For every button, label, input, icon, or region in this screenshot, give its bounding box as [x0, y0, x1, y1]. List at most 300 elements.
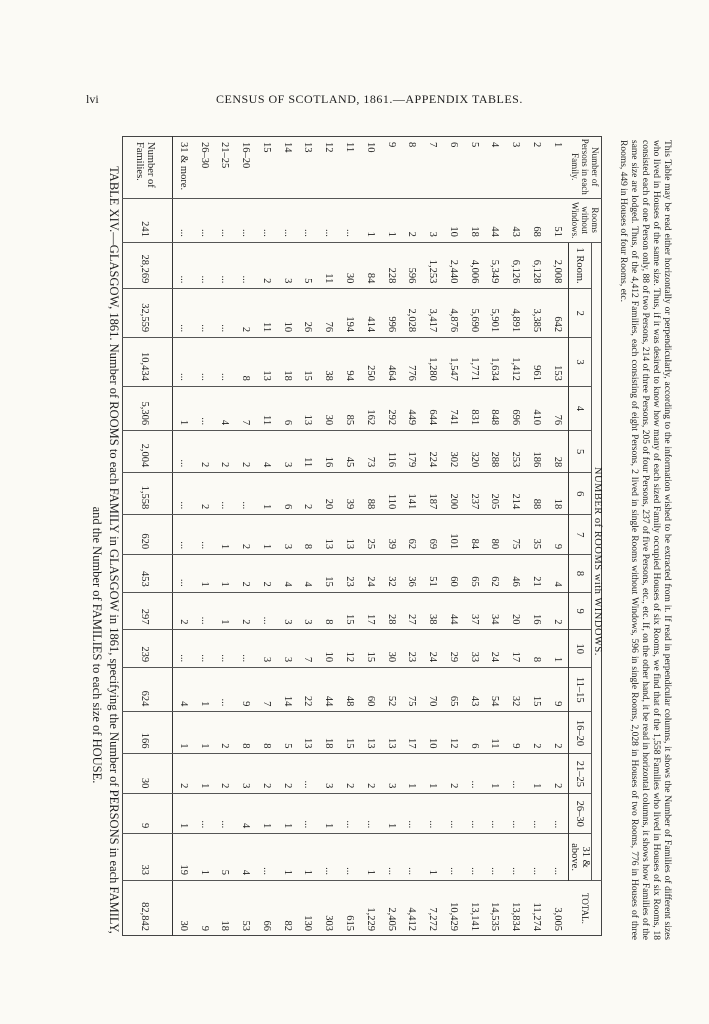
table-cell: ... — [443, 834, 464, 881]
table-cell: 2 — [235, 555, 256, 593]
table-cell: ... — [172, 555, 194, 593]
table-cell: 3 — [318, 754, 339, 794]
table-row — [526, 136, 547, 936]
table-cell: 239 — [122, 630, 172, 668]
cell-total: 615 — [344, 915, 356, 931]
table-cell: 30 — [318, 386, 339, 430]
table-cell: 4 — [215, 386, 236, 430]
table-cell: 4 — [298, 555, 319, 593]
table-row — [339, 136, 360, 936]
table-cell: 6 — [277, 386, 298, 430]
table-cell: 2 — [339, 754, 360, 794]
table-cell: 17 — [505, 630, 526, 668]
table-cell: 253 — [505, 431, 526, 473]
table-cell: 69 — [422, 515, 443, 555]
col-head-total: TOTAL. — [580, 893, 591, 924]
table-cell: 1 — [172, 386, 194, 430]
table-cell: 1 — [215, 555, 236, 593]
table-cell: 8 — [318, 592, 339, 630]
table-cell: 35 — [526, 515, 547, 555]
row-label: 3 — [505, 136, 526, 198]
col-head-rooms: 1 Room. — [569, 242, 592, 289]
table-cell: 2 — [215, 754, 236, 794]
table-cell: 14 — [277, 668, 298, 712]
row-label: 15 — [256, 136, 277, 198]
table-cell: 13 — [256, 338, 277, 387]
table-cell: 141 — [401, 473, 422, 515]
table-cell: 1 — [256, 473, 277, 515]
table-cell: 288 — [485, 431, 506, 473]
table-cell: 4 — [172, 668, 194, 712]
table-row — [485, 136, 506, 936]
table-row — [443, 136, 464, 936]
table-cell: ... — [194, 592, 215, 630]
table-cell: 13 — [339, 515, 360, 555]
table-cell: 26 — [298, 289, 319, 338]
table-cell: 2 — [547, 712, 569, 754]
table-cell: 1 — [194, 834, 215, 881]
table-cell: 624 — [122, 668, 172, 712]
table-body — [122, 136, 569, 936]
table-cell: 9 — [505, 712, 526, 754]
table-row — [256, 136, 277, 936]
table-cell: 696 — [505, 386, 526, 430]
table-cell: 1,771 — [464, 338, 485, 387]
cell-total: 30 — [177, 920, 189, 931]
table-cell: 12 — [339, 630, 360, 668]
title-line-2: and the Number of FAMILIES to each size of HOUSE. — [90, 506, 104, 784]
table-cell: 776 — [401, 338, 422, 387]
cell-no-windows: 10 — [443, 198, 464, 242]
table-cell: ... — [298, 794, 319, 834]
table-cell: 3 — [277, 630, 298, 668]
row-label: 2 — [526, 136, 547, 198]
table-cell: 94 — [339, 338, 360, 387]
table-cell: ... — [194, 515, 215, 555]
table-cell: 1 — [526, 754, 547, 794]
row-label: 12 — [318, 136, 339, 198]
table-cell: 2 — [235, 592, 256, 630]
row-label: 1 — [547, 136, 569, 198]
rotated-table-page — [77, 110, 672, 990]
table-cell: 75 — [401, 668, 422, 712]
table-cell: 5 — [298, 242, 319, 289]
table-cell: 13 — [298, 386, 319, 430]
table-cell: 4 — [547, 555, 569, 593]
col-head-rooms: 3 — [569, 338, 592, 387]
cell-total: 66 — [260, 920, 272, 931]
cell-no-windows: 51 — [547, 198, 569, 242]
table-cell: ... — [339, 794, 360, 834]
row-label: 9 — [381, 136, 402, 198]
table-row — [235, 136, 256, 936]
table-cell: 644 — [422, 386, 443, 430]
cell-no-windows: ... — [172, 198, 194, 242]
table-cell: ... — [401, 834, 422, 881]
table-cell: 11 — [256, 289, 277, 338]
table-cell: 961 — [526, 338, 547, 387]
table-cell: ... — [464, 834, 485, 881]
cell-total: 303 — [323, 915, 335, 931]
table-cell: 194 — [339, 289, 360, 338]
page-header — [86, 92, 646, 110]
table-cell: 3 — [298, 592, 319, 630]
table-cell: 1 — [485, 754, 506, 794]
cell-no-windows: 2 — [401, 198, 422, 242]
table-cell: 162 — [360, 386, 381, 430]
table-cell: 20 — [318, 473, 339, 515]
table-cell: 996 — [381, 289, 402, 338]
table-cell: ... — [194, 386, 215, 430]
table-cell: 36 — [401, 555, 422, 593]
table-cell: ... — [172, 289, 194, 338]
cell-total: 82,842 — [122, 880, 172, 936]
cell-no-windows: 68 — [526, 198, 547, 242]
col-head-rooms: 10 — [569, 630, 592, 668]
table-cell: 110 — [381, 473, 402, 515]
table-cell: 297 — [122, 592, 172, 630]
table-cell: 51 — [422, 555, 443, 593]
table-cell: ... — [172, 242, 194, 289]
table-cell: 16 — [526, 592, 547, 630]
cell-total: 13,834 — [510, 902, 522, 931]
table-cell: 642 — [547, 289, 569, 338]
table-cell: ... — [194, 794, 215, 834]
table-cell: 831 — [464, 386, 485, 430]
table-cell: 3 — [235, 754, 256, 794]
table-cell: ... — [526, 794, 547, 834]
table-cell: 2 — [256, 555, 277, 593]
table-cell: 30 — [381, 630, 402, 668]
table-cell: 24 — [485, 630, 506, 668]
table-cell: 60 — [443, 555, 464, 593]
table-cell: 23 — [339, 555, 360, 593]
table-row — [277, 136, 298, 936]
table-cell: 28 — [547, 431, 569, 473]
table-cell: 464 — [381, 338, 402, 387]
table-cell: 15 — [526, 668, 547, 712]
table-cell: 200 — [443, 473, 464, 515]
table-cell: 292 — [381, 386, 402, 430]
cell-no-windows: 241 — [122, 198, 172, 242]
table-cell: 11 — [485, 712, 506, 754]
table-cell: 1 — [256, 515, 277, 555]
table-cell: ... — [422, 794, 443, 834]
table-cell: 10 — [318, 630, 339, 668]
cell-no-windows: 1 — [381, 198, 402, 242]
table-cell: 2 — [215, 712, 236, 754]
table-cell: 4,876 — [443, 289, 464, 338]
table-cell: 414 — [360, 289, 381, 338]
cell-total: 53 — [240, 920, 252, 931]
table-cell: 85 — [339, 386, 360, 430]
col-head-rooms: 2 — [569, 289, 592, 338]
cell-no-windows: 18 — [464, 198, 485, 242]
table-cell: 33 — [464, 630, 485, 668]
table-cell: ... — [339, 834, 360, 881]
table-cell: 214 — [505, 473, 526, 515]
table-cell: ... — [215, 630, 236, 668]
row-label: 4 — [485, 136, 506, 198]
table-cell: 84 — [464, 515, 485, 555]
table-row — [505, 136, 526, 936]
table-cell: 30 — [339, 242, 360, 289]
cell-no-windows: ... — [318, 198, 339, 242]
table-cell: 15 — [339, 592, 360, 630]
table-cell: 2 — [547, 592, 569, 630]
table-cell: 76 — [318, 289, 339, 338]
table-cell: 2 — [298, 473, 319, 515]
table-cell: ... — [215, 289, 236, 338]
table-cell: 5,690 — [464, 289, 485, 338]
table-cell: 7 — [256, 668, 277, 712]
table-cell: 741 — [443, 386, 464, 430]
table-cell: 15 — [318, 555, 339, 593]
table-cell: 24 — [360, 555, 381, 593]
table-cell: 2 — [172, 592, 194, 630]
table-cell: 43 — [464, 668, 485, 712]
table-cell: ... — [215, 338, 236, 387]
table-cell: ... — [381, 834, 402, 881]
table-cell: ... — [547, 834, 569, 881]
row-label: 11 — [339, 136, 360, 198]
table-row — [172, 136, 194, 936]
table-cell: 60 — [360, 668, 381, 712]
table-cell: 18 — [277, 338, 298, 387]
table-cell: 7 — [298, 630, 319, 668]
table-cell: ... — [215, 473, 236, 515]
table-cell: 38 — [422, 592, 443, 630]
row-label: 6 — [443, 136, 464, 198]
table-cell: ... — [256, 592, 277, 630]
table-cell: 73 — [360, 431, 381, 473]
table-cell: 2 — [256, 242, 277, 289]
table-cell: ... — [235, 473, 256, 515]
table-row — [547, 136, 569, 936]
table-cell: 18 — [318, 712, 339, 754]
table-cell: 12 — [443, 712, 464, 754]
explanatory-note: This Table may be read either horizontally or perpendicularly, according to the information wished to be extracted from it. If read in perpendicular columns, it shows the Number of Families of different sizes who lived in Houses of the same size. Thus, if it was desired to know how many of each sized Family occupied Houses of six Rooms, we find that of the 1,558 Families who lived in Houses of six Rooms, 18 consisted each of one Person only, 88 of two Persons, 214 of three Persons, 205 of four Persons, 237 of five Persons, etc., etc. If, on the other hand, it be read in horizontal columns, it shows how Families of the same size are lodged. Thus, of the 4,412 Families, each consisting of eight Persons, 2 lived in single Rooms without Windows, 596 in single Rooms, 2,028 in Houses of two Rooms, 776 in Houses of three Rooms, 449 in Houses of four Rooms, etc. — [618, 140, 672, 940]
table-cell: 34 — [485, 592, 506, 630]
table-cell: 4 — [277, 555, 298, 593]
table-cell: 22 — [298, 668, 319, 712]
table-cell: 46 — [505, 555, 526, 593]
cell-total: 82 — [281, 920, 293, 931]
table-row — [360, 136, 381, 936]
table-cell: 44 — [318, 668, 339, 712]
table-cell: 1 — [547, 630, 569, 668]
table-cell: 6,126 — [505, 242, 526, 289]
row-label: 31 & more. — [172, 136, 194, 198]
table-cell: 3 — [277, 431, 298, 473]
table-cell: 2 — [547, 754, 569, 794]
table-cell: 30 — [122, 754, 172, 794]
running-head: CENSUS OF SCOTLAND, 1861.—APPENDIX TABLES. — [216, 92, 523, 106]
table-cell: ... — [505, 754, 526, 794]
table-cell: ... — [464, 794, 485, 834]
table-cell: 1 — [422, 754, 443, 794]
table-cell: 5,349 — [485, 242, 506, 289]
table-cell: 116 — [381, 431, 402, 473]
table-cell: 52 — [381, 668, 402, 712]
table-title — [88, 110, 122, 990]
table-cell: 179 — [401, 431, 422, 473]
table-cell: ... — [360, 794, 381, 834]
table-cell: 88 — [526, 473, 547, 515]
table-cell: 65 — [464, 555, 485, 593]
table-cell: 1,253 — [422, 242, 443, 289]
table-cell: 186 — [526, 431, 547, 473]
table-cell: 1 — [194, 712, 215, 754]
cell-no-windows: ... — [235, 198, 256, 242]
cell-no-windows: 43 — [505, 198, 526, 242]
row-label: 10 — [360, 136, 381, 198]
table-cell: 6 — [464, 712, 485, 754]
table-cell: 1 — [215, 592, 236, 630]
table-cell: 2,004 — [122, 431, 172, 473]
col-head-rooms: 21–25 — [569, 754, 592, 794]
table-cell: 320 — [464, 431, 485, 473]
table-cell: ... — [256, 834, 277, 881]
table-cell: 2,028 — [401, 289, 422, 338]
table-cell: 1 — [277, 834, 298, 881]
table-cell: 620 — [122, 515, 172, 555]
table-cell: ... — [235, 242, 256, 289]
cell-total: 4,412 — [406, 907, 418, 931]
row-label: 5 — [464, 136, 485, 198]
table-cell: ... — [443, 794, 464, 834]
table-cell: 19 — [172, 834, 194, 881]
table-cell: 1 — [401, 754, 422, 794]
table-cell: 24 — [422, 630, 443, 668]
cell-no-windows: ... — [215, 198, 236, 242]
table-cell: 27 — [401, 592, 422, 630]
table-cell: 153 — [547, 338, 569, 387]
table-cell: 2 — [235, 515, 256, 555]
table-cell: 15 — [339, 712, 360, 754]
cell-no-windows: 1 — [360, 198, 381, 242]
table-cell: 2 — [215, 431, 236, 473]
table-cell: ... — [172, 338, 194, 387]
table-cell: 1 — [381, 794, 402, 834]
table-cell: 2 — [194, 431, 215, 473]
table-cell: 15 — [360, 630, 381, 668]
table-cell: 1 — [318, 794, 339, 834]
table-cell: 101 — [443, 515, 464, 555]
cell-no-windows: ... — [298, 198, 319, 242]
table-cell: ... — [505, 794, 526, 834]
table-cell: 4 — [235, 834, 256, 881]
table-cell: 13 — [360, 712, 381, 754]
table-cell: 8 — [235, 712, 256, 754]
table-cell: 54 — [485, 668, 506, 712]
table-cell: ... — [172, 473, 194, 515]
col-head-rooms: 8 — [569, 555, 592, 593]
table-cell: 9 — [547, 515, 569, 555]
table-cell: 3 — [256, 630, 277, 668]
table-row — [318, 136, 339, 936]
table-cell: 29 — [443, 630, 464, 668]
table-cell: 596 — [401, 242, 422, 289]
table-cell: 1 — [172, 712, 194, 754]
table-cell: 224 — [422, 431, 443, 473]
cell-no-windows: ... — [194, 198, 215, 242]
cell-total: 18 — [219, 920, 231, 931]
col-head-rooms: 7 — [569, 515, 592, 555]
table-cell: 3 — [277, 515, 298, 555]
table-cell: 302 — [443, 431, 464, 473]
table-cell: 4,006 — [464, 242, 485, 289]
col-head-rooms: 5 — [569, 431, 592, 473]
table-cell: 13 — [381, 712, 402, 754]
table-cell: ... — [485, 794, 506, 834]
table-cell: ... — [215, 794, 236, 834]
table-cell: 6 — [277, 473, 298, 515]
table-cell: 9 — [235, 668, 256, 712]
table-cell: 410 — [526, 386, 547, 430]
table-cell: 2 — [235, 431, 256, 473]
table-cell: ... — [172, 630, 194, 668]
table-cell: 1 — [194, 555, 215, 593]
table-cell: 5,306 — [122, 386, 172, 430]
table-cell: 250 — [360, 338, 381, 387]
table-cell: ... — [298, 754, 319, 794]
table-cell: 62 — [485, 555, 506, 593]
cell-total: 3,005 — [552, 907, 564, 931]
table-row — [194, 136, 215, 936]
table-row — [298, 136, 319, 936]
col-head-rooms: 9 — [569, 592, 592, 630]
row-label: 21–25 — [215, 136, 236, 198]
table-cell: 25 — [360, 515, 381, 555]
table-row — [381, 136, 402, 936]
cell-total: 7,272 — [427, 907, 439, 931]
table-cell: 4 — [235, 794, 256, 834]
col-head-persons: Number of Persons in each Family. — [569, 136, 603, 198]
row-label: 14 — [277, 136, 298, 198]
table-cell: 1,280 — [422, 338, 443, 387]
table-cell: 11 — [298, 431, 319, 473]
table-cell: 3 — [277, 592, 298, 630]
table-cell: 1,547 — [443, 338, 464, 387]
table-cell: 1,412 — [505, 338, 526, 387]
table-cell: 39 — [381, 515, 402, 555]
table-cell: 8 — [298, 515, 319, 555]
table-cell: 11 — [256, 386, 277, 430]
table-cell: 2 — [256, 754, 277, 794]
table-cell: 5,901 — [485, 289, 506, 338]
table-cell: 1,634 — [485, 338, 506, 387]
col-group-rooms-with-windows: NUMBER of ROOMS with WINDOWS. — [592, 242, 603, 880]
table-cell: 5 — [215, 834, 236, 881]
table-cell: ... — [464, 754, 485, 794]
table-cell: 18 — [547, 473, 569, 515]
totals-row — [122, 136, 172, 936]
table-cell: 10 — [422, 712, 443, 754]
table-cell: 1 — [194, 668, 215, 712]
cell-total: 10,429 — [447, 902, 459, 931]
cell-no-windows: 3 — [422, 198, 443, 242]
table-row — [215, 136, 236, 936]
table-cell: 449 — [401, 386, 422, 430]
table-cell: ... — [194, 338, 215, 387]
table-cell: 3,417 — [422, 289, 443, 338]
table-cell: 8 — [526, 630, 547, 668]
table-cell: ... — [194, 630, 215, 668]
col-head-rooms: 11–15 — [569, 668, 592, 712]
table-cell: 1 — [194, 754, 215, 794]
table-cell: 1 — [277, 794, 298, 834]
